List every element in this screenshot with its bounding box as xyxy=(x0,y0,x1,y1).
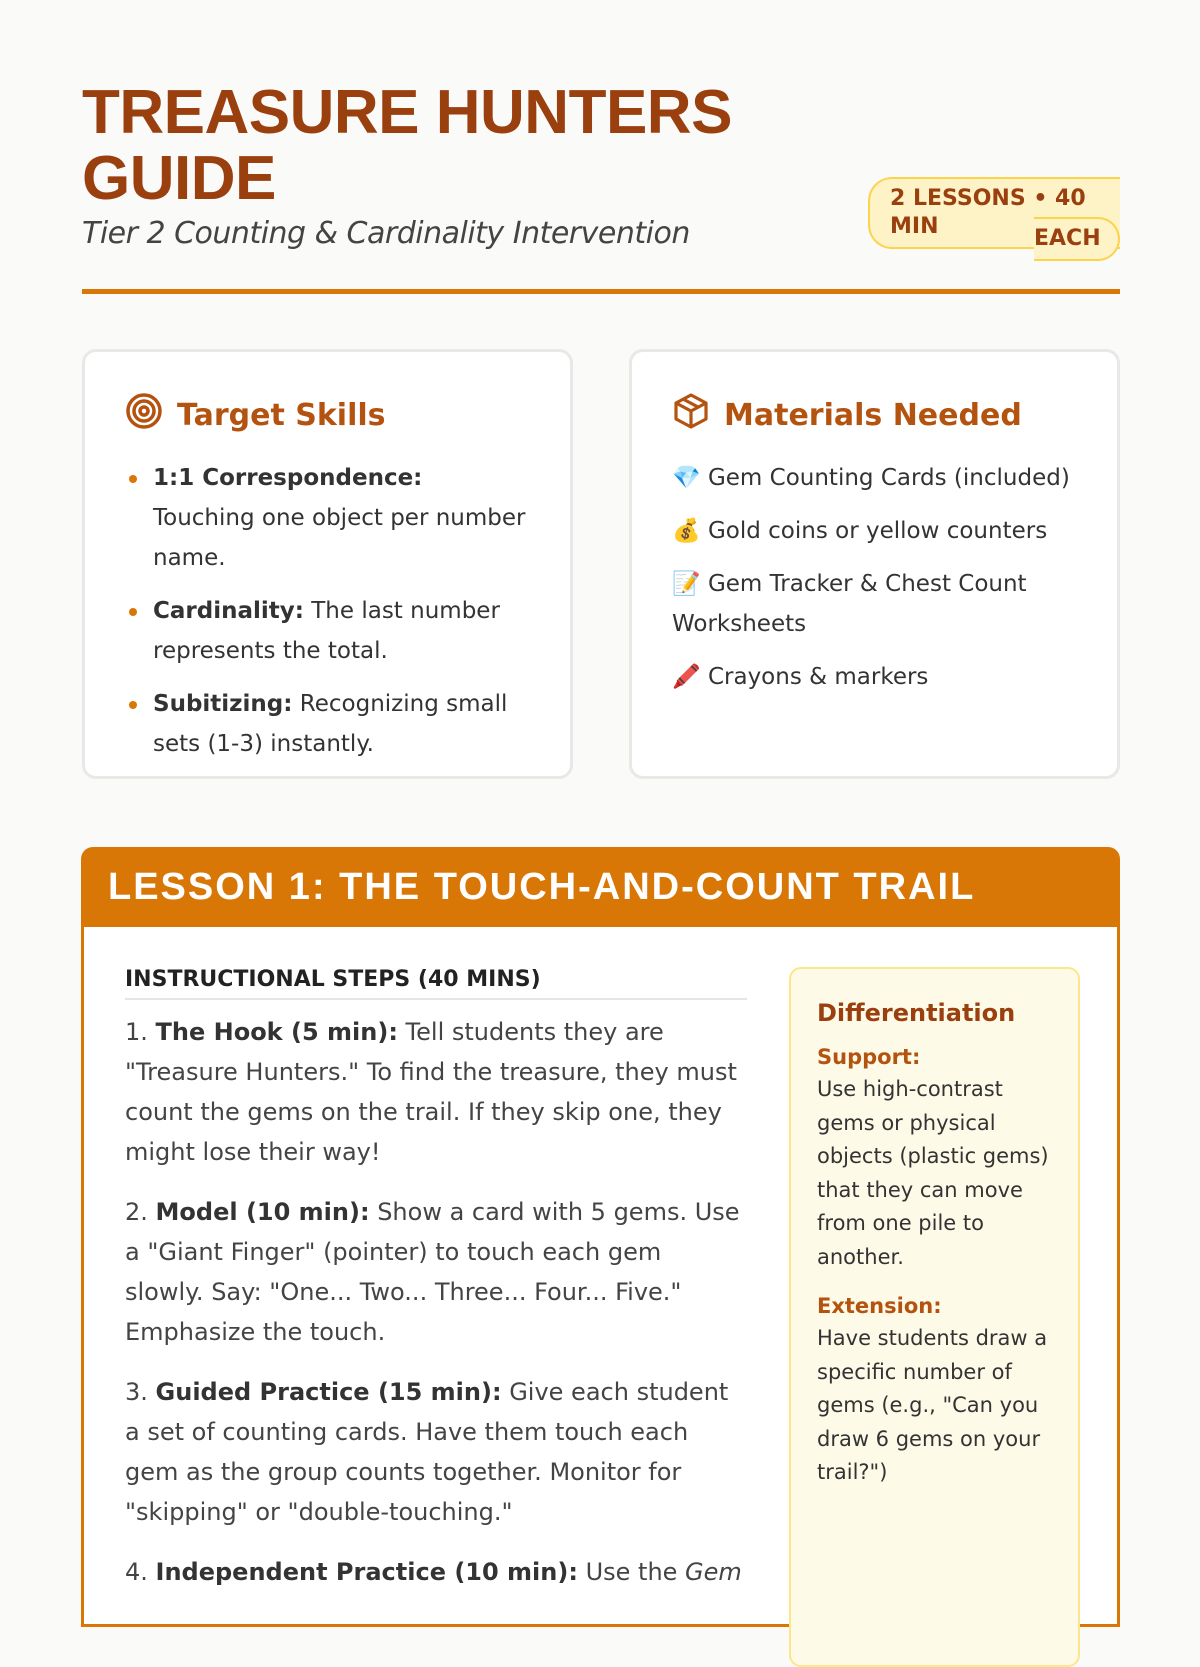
skill-item: Cardinality: The last number represents the total. xyxy=(125,591,530,671)
page-subtitle: Tier 2 Counting & Cardinality Intervention xyxy=(82,216,690,251)
step: 3. Guided Practice (15 min): Give each student a set of counting cards. Have them touch each gem as the group counts together. Monitor for "skipping" or "double-touching." xyxy=(125,1378,729,1526)
extension-label: Extension: xyxy=(817,1294,942,1318)
step: 1. The Hook (5 min): Tell students they are "Treasure Hunters." To find the treasure, they must count the gems on the trail. If they skip one, they might lose their way! xyxy=(125,1018,737,1166)
duration-badge-wrap: EACH xyxy=(1034,217,1120,261)
material-item: 🖍️ Crayons & markers xyxy=(672,664,929,690)
box-icon xyxy=(672,392,710,438)
header xyxy=(82,80,1120,294)
page-title: TREASURE HUNTERS GUIDE xyxy=(82,78,732,213)
material-item: 💰 Gold coins or yellow counters xyxy=(672,518,1048,544)
differentiation-box xyxy=(789,967,1080,1667)
card-title: Materials Needed xyxy=(672,392,1077,438)
gem-icon: 💎 xyxy=(672,465,701,491)
target-skills-card xyxy=(82,349,573,779)
lesson-1-body xyxy=(81,927,1120,1627)
materials-card xyxy=(629,349,1120,779)
memo-icon: 📝 xyxy=(672,571,701,597)
support-label: Support: xyxy=(817,1045,921,1069)
duration-badge: 2 LESSONS • 40 MIN xyxy=(868,177,1120,249)
target-icon xyxy=(125,392,163,438)
lesson-1-header: LESSON 1: THE TOUCH-AND-COUNT TRAIL xyxy=(81,847,1120,927)
material-item: 📝 Gem Tracker & Chest Count Worksheets xyxy=(672,571,1027,637)
instructional-steps xyxy=(125,967,747,1612)
step: 2. Model (10 min): Show a card with 5 gems. Use a "Giant Finger" (pointer) to touch each gem slowly. Say: "One... Two... Three... Four... Five." Emphasize the touch. xyxy=(125,1198,740,1346)
skill-item: Subitizing: Recognizing small sets (1-3) instantly. xyxy=(125,684,530,764)
money-bag-icon: 💰 xyxy=(672,518,701,544)
extension-text: Have students draw a specific number of gems (e.g., "Can you draw 6 gems on your trail?") xyxy=(817,1326,1048,1484)
steps-heading: INSTRUCTIONAL STEPS (40 MINS) xyxy=(125,967,747,1000)
differentiation-title: Differentiation xyxy=(817,999,1016,1027)
support-text: Use high-contrast gems or physical objects (plastic gems) that they can move from one pile to another. xyxy=(817,1077,1049,1269)
crayon-icon: 🖍️ xyxy=(672,664,701,690)
step: 4. Independent Practice (10 min): Use the Gem xyxy=(125,1558,742,1586)
material-item: 💎 Gem Counting Cards (included) xyxy=(672,465,1070,491)
card-title: Target Skills xyxy=(125,392,530,438)
skill-item: 1:1 Correspondence: Touching one object per number name. xyxy=(125,458,530,578)
